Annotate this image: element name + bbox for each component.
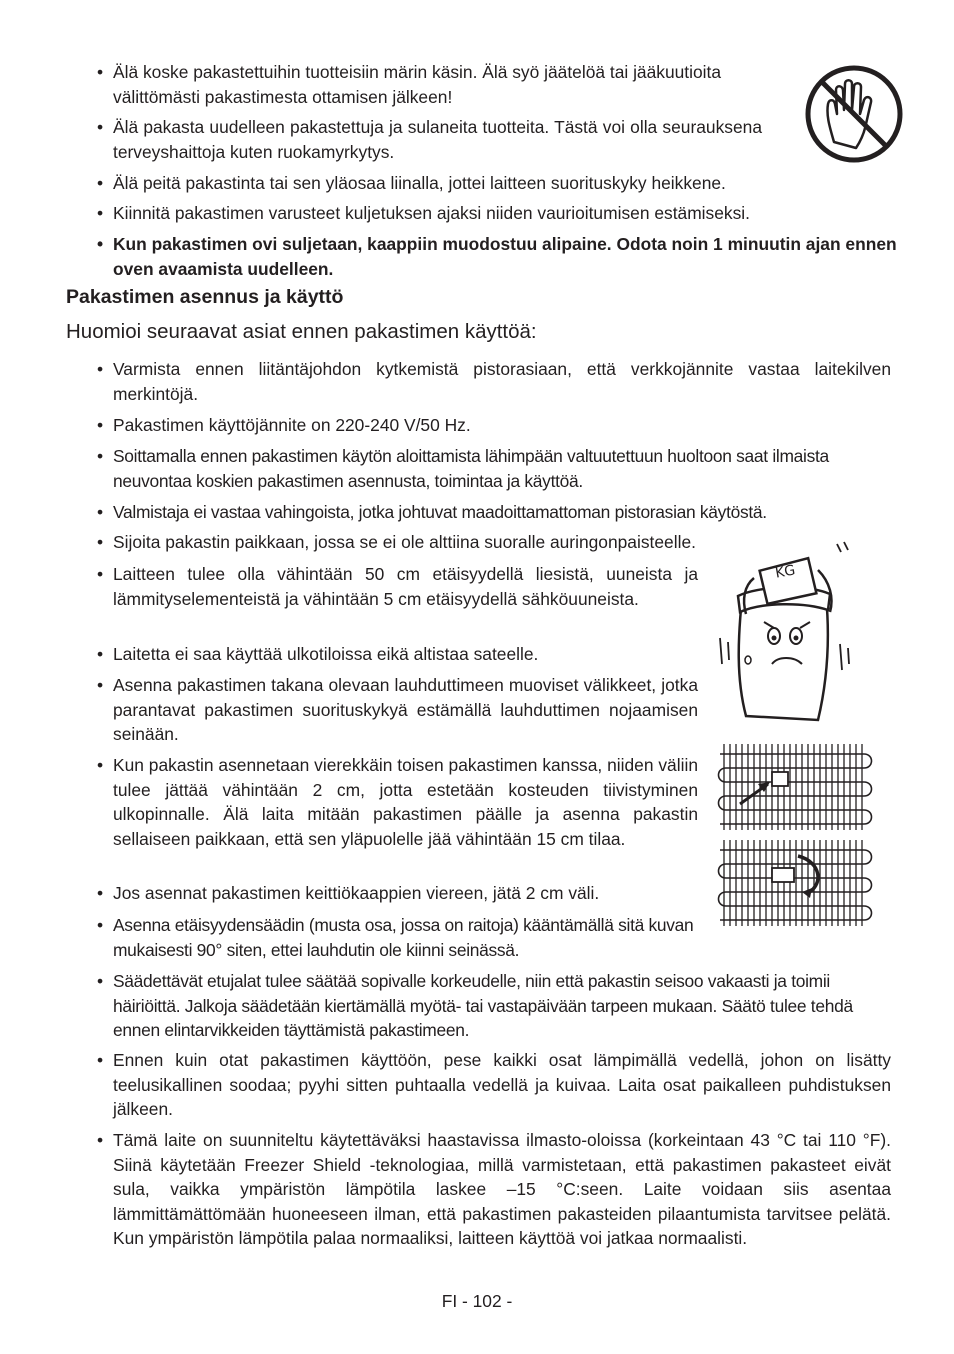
bullet-text: Älä pakasta uudelleen pakastettuja ja sulaneita tuotteita. Tästä voi olla seurauksena terveyshaittoja kuten ruokamyrkytys. (113, 117, 762, 162)
bullet: • (97, 1130, 104, 1150)
bullet: • (97, 971, 103, 991)
list-item (97, 562, 698, 611)
warning-list-item (97, 232, 897, 281)
bullet-text: Laitteen tulee olla vähintään 50 cm etäisyydellä liesistä, uuneista ja lämmityselementeistä ja vähintään 5 cm etäisyydellä sähköuuneista. (113, 564, 698, 609)
bullet: • (97, 203, 104, 223)
bullet-text: Kiinnitä pakastimen varusteet kuljetuksen ajaksi niiden vaurioitumisen estämiseksi. (113, 203, 751, 223)
list-item (97, 913, 702, 962)
bullet: • (97, 1050, 104, 1070)
bullet-text: Ennen kuin otat pakastimen käyttöön, pese kaikki osat lämpimällä vedellä, johon on lisätty teelusikallinen soodaa; pyyhi sitten puhtaalla vedellä ja kuivaa. Laita osat paikalleen puhdistuksen jälkeen. (113, 1050, 891, 1119)
section-heading: Pakastimen asennus ja käyttö (66, 286, 344, 308)
bullet: • (97, 564, 104, 584)
box-label: KG (774, 562, 797, 582)
page-number: FI - 102 - (441, 1291, 513, 1311)
bullet-text: Säädettävät etujalat tulee säätää sopivalle korkeudelle, niin että pakastin seisoo vakaasti ja toimii häiriöittä. Jalkoja säädetään kiertämällä myötä- tai vastapäivään tarpeen mukaan. Säätö tulee tehdä ennen elintarvikkeiden täyttämistä pakastimeen. (113, 971, 853, 1040)
bullet: • (97, 675, 104, 695)
list-item (97, 444, 897, 493)
spacer-rotate-illustration (714, 838, 878, 928)
bullet: • (97, 644, 104, 664)
list-item (97, 115, 762, 164)
bullet-text: Sijoita pakastin paikkaan, jossa se ei ole alttiina suoralle auringonpaisteelle. (113, 532, 696, 552)
bullet-text: Kun pakastimen ovi suljetaan, kaappiin muodostuu alipaine. Odota noin 1 minuutin ajan ennen oven avaamista uudelleen. (113, 234, 897, 279)
bullet: • (97, 532, 104, 552)
bullet: • (97, 446, 103, 466)
list-item (97, 1128, 891, 1251)
bullet-text: Asenna pakastimen takana olevaan lauhduttimeen muoviset välikkeet, jotka parantavat pakastimen suorituskykyä estämällä lauhduttimen nojaamisen seinään. (113, 675, 698, 744)
bullet: • (97, 234, 104, 254)
bullet-text: Valmistaja ei vastaa vahingoista, jotka johtuvat maadoittamattoman pistorasian käytöstä. (113, 502, 767, 522)
list-item (97, 500, 897, 525)
no-touch-hand-icon (786, 64, 922, 164)
list-item (97, 969, 897, 1043)
bullet-text: Varmista ennen liitäntäjohdon kytkemistä pistorasiaan, että verkkojännite vastaa laitekilven merkintöjä. (113, 359, 891, 404)
list-item (97, 201, 897, 226)
list-item (97, 60, 737, 109)
list-item (97, 881, 698, 906)
condenser-spacer-illustration (714, 742, 878, 832)
bullet-text: Tämä laite on suunniteltu käytettäväksi haastavissa ilmasto-oloissa (korkeintaan 43 °C tai 110 °F). Siinä käytetään Freezer Shield -teknologiaa, millä varmistetaan, että pakastimen pakasteet eivät sula, vaikka ympäristön lämpötila laskee –15 °C:seen. Laite voidaan siis asentaa lämmittämättömään huoneeseen ilman, että pakastimen pakasteiden pilaantumista tarvitsee pelätä. Kun ympäristön lämpötila palaa normaaliksi, laitteen käyttöä voi jatkaa normaalisti. (113, 1130, 891, 1248)
list-item (97, 753, 698, 851)
list-item (97, 357, 891, 406)
bullet: • (97, 883, 104, 903)
bullet-text: Älä koske pakastettuihin tuotteisiin märin käsin. Älä syö jäätelöä tai jääkuutioita välittömästi pakastimesta ottamisen jälkeen! (113, 62, 722, 107)
list-item (97, 673, 698, 747)
bullet: • (97, 173, 104, 193)
list-item (97, 1048, 891, 1122)
bullet: • (97, 117, 104, 137)
bullet: • (97, 359, 104, 379)
bullet: • (97, 915, 103, 935)
bullet: • (97, 755, 104, 775)
bullet-text: Laitetta ei saa käyttää ulkotiloissa eikä altistaa sateelle. (113, 644, 539, 664)
bullet-text: Soittamalla ennen pakastimen käytön aloittamista lähimpään valtuutettuun huoltoon saat ilmaista neuvontaa koskien pakastimen asennusta, toimintaa ja käyttöä. (113, 446, 829, 491)
bullet-text: Pakastimen käyttöjännite on 220-240 V/50 Hz. (113, 415, 471, 435)
bullet-text: Kun pakastin asennetaan vierekkäin toisen pakastimen kanssa, niiden väliin tulee jättää vähintään 2 cm, jotta estetään kosteuden tiivistyminen ulkopinnalle. Älä laita mitään pakastimen päälle ja asenna pakastin sellaiseen paikkaan, että sen yläpuolelle jää vähintään 15 cm tilaa. (113, 755, 698, 849)
bullet-text: Asenna etäisyydensäädin (musta osa, jossa on raitoja) kääntämällä sitä kuvan mukaisesti 90° siten, ettei lauhdutin ole kiinni seinässä. (113, 915, 694, 960)
bullet: • (97, 502, 103, 522)
list-item (97, 642, 698, 667)
list-item (97, 413, 891, 438)
intro-text: Huomioi seuraavat asiat ennen pakastimen käyttöä: (66, 320, 537, 343)
bullet: • (97, 62, 104, 82)
bullet-text: Älä peitä pakastinta tai sen yläosaa liinalla, jottei laitteen suorituskyky heikkene. (113, 173, 726, 193)
list-item (97, 171, 897, 196)
bullet-text: Jos asennat pakastimen keittiökaappien viereen, jätä 2 cm väli. (113, 883, 600, 903)
overloaded-freezer-illustration (714, 538, 864, 726)
bullet: • (97, 415, 104, 435)
